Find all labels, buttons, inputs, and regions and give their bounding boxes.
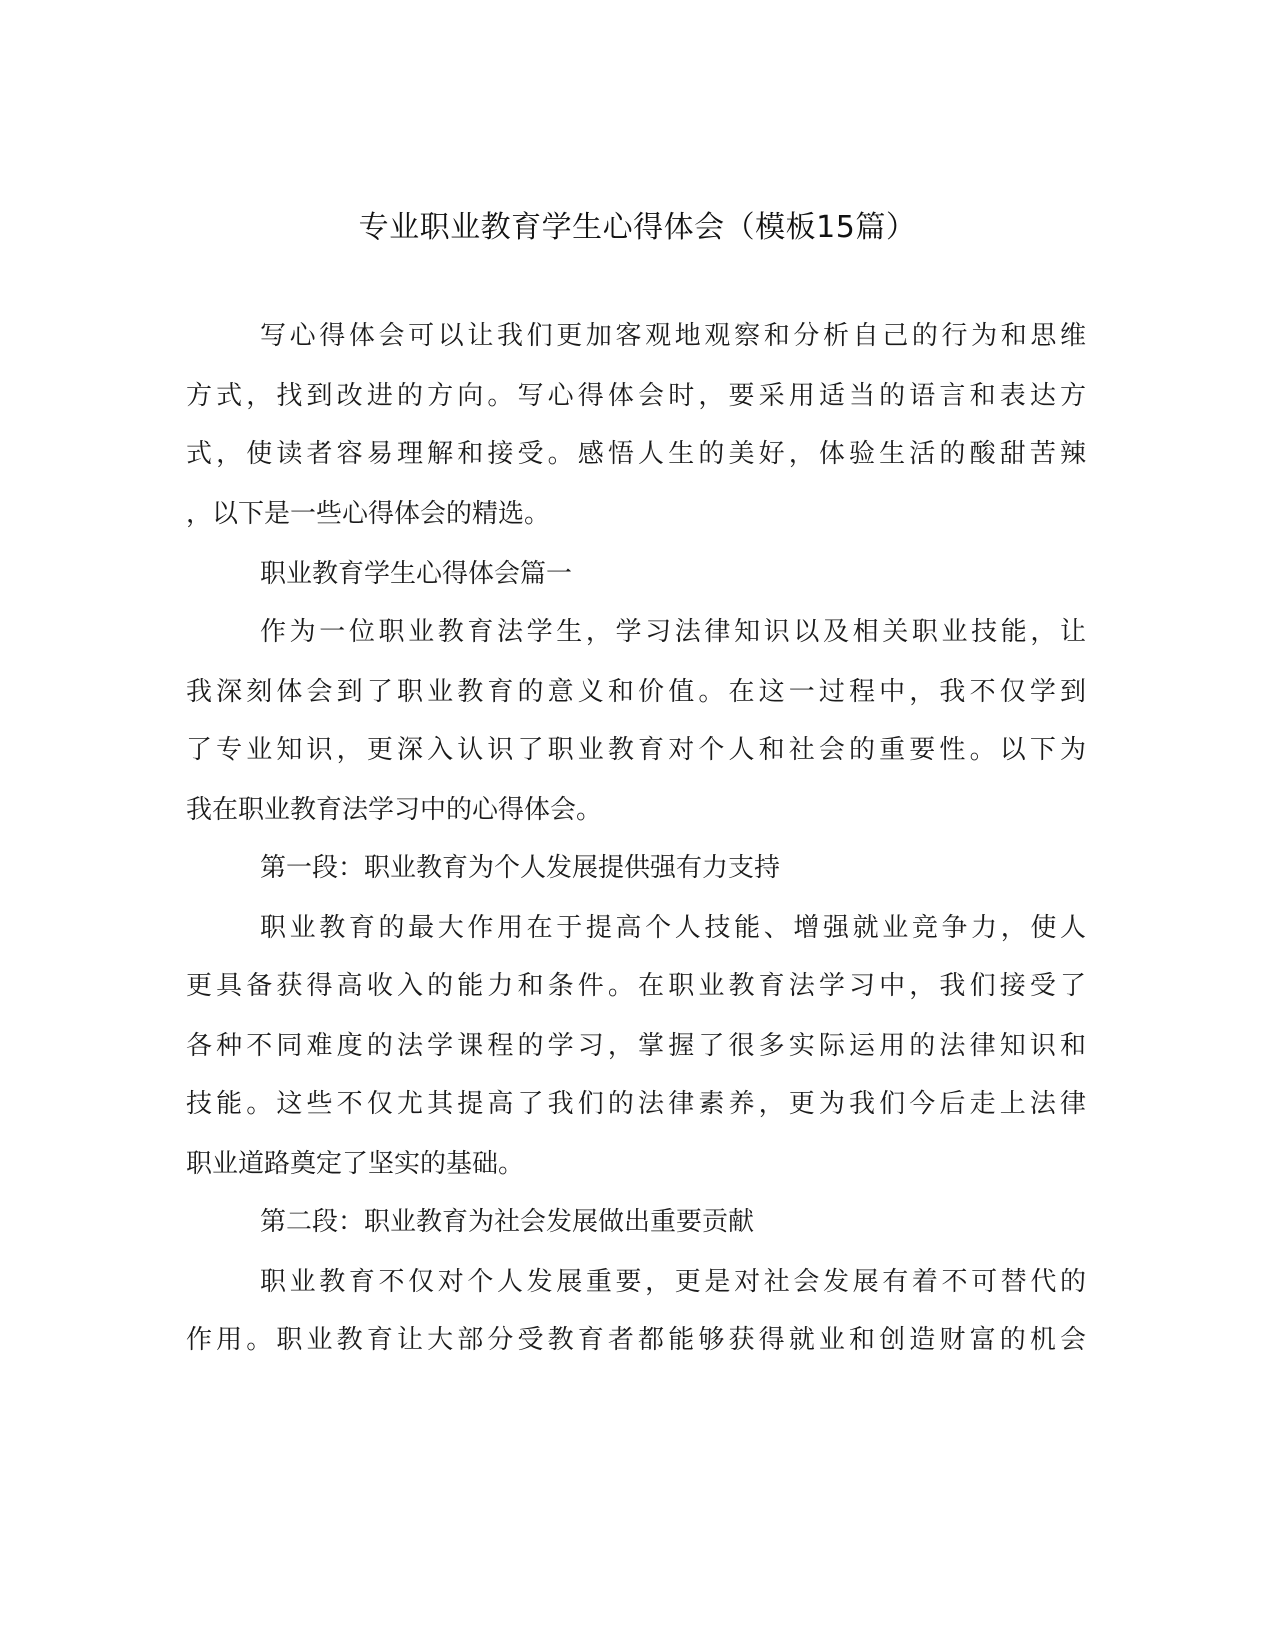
paragraph-line: 技能。这些不仅尤其提高了我们的法律素养，更为我们今后走上法律 (186, 1089, 1086, 1119)
paragraph-line: ，以下是一些心得体会的精选。 (186, 499, 551, 529)
paragraph-line: 方式，找到改进的方向。写心得体会时，要采用适当的语言和表达方 (186, 381, 1086, 411)
paragraph-line: 作用。职业教育让大部分受教育者都能够获得就业和创造财富的机会 (186, 1325, 1086, 1355)
paragraph-line: 职业道路奠定了坚实的基础。 (186, 1149, 525, 1179)
paragraph-line: 职业教育不仅对个人发展重要，更是对社会发展有着不可替代的 (260, 1267, 1086, 1297)
section-heading: 职业教育学生心得体会篇一 (260, 559, 573, 589)
paragraph-line: 各种不同难度的法学课程的学习，掌握了很多实际运用的法律知识和 (186, 1031, 1086, 1061)
document-title: 专业职业教育学生心得体会（模板15篇） (358, 210, 917, 245)
section-heading: 第一段：职业教育为个人发展提供强有力支持 (260, 853, 781, 883)
paragraph-line: 我在职业教育法学习中的心得体会。 (186, 795, 603, 825)
paragraph-line: 式，使读者容易理解和接受。感悟人生的美好，体验生活的酸甜苦辣 (186, 439, 1086, 469)
paragraph-line: 职业教育的最大作用在于提高个人技能、增强就业竞争力，使人 (260, 913, 1086, 943)
paragraph-line: 作为一位职业教育法学生，学习法律知识以及相关职业技能，让 (260, 617, 1086, 647)
paragraph-line: 写心得体会可以让我们更加客观地观察和分析自己的行为和思维 (260, 321, 1086, 351)
paragraph-line: 我深刻体会到了职业教育的意义和价值。在这一过程中，我不仅学到 (186, 677, 1086, 707)
paragraph-line: 了专业知识，更深入认识了职业教育对个人和社会的重要性。以下为 (186, 735, 1086, 765)
section-heading: 第二段：职业教育为社会发展做出重要贡献 (260, 1207, 755, 1237)
paragraph-line: 更具备获得高收入的能力和条件。在职业教育法学习中，我们接受了 (186, 971, 1086, 1001)
